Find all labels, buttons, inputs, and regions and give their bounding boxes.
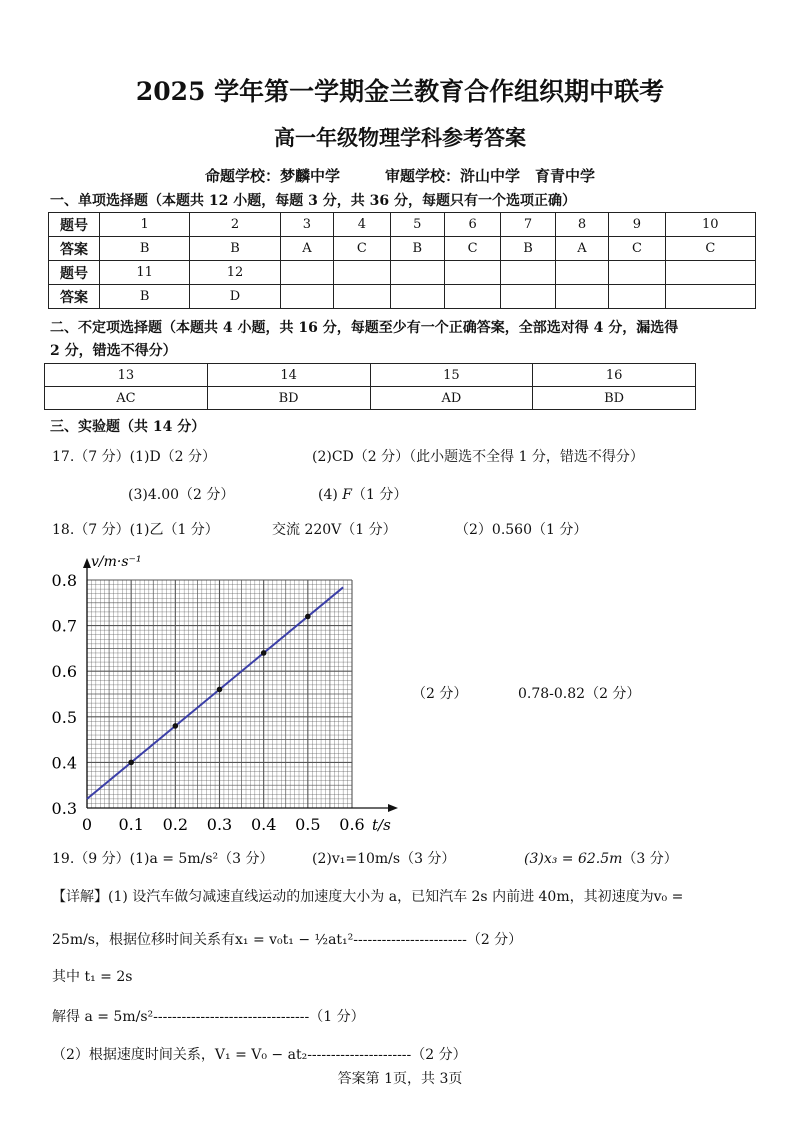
row-label: 题号: [49, 261, 100, 285]
table-cell: D: [190, 285, 280, 309]
page-footer: 答案第 1页，共 3页: [337, 1071, 463, 1087]
table-cell: 7: [501, 213, 555, 237]
y-axis-label: v/m·s⁻¹: [91, 554, 142, 570]
table-cell: [501, 285, 555, 309]
section3-heading: 三、实验题（共 14 分）: [50, 419, 206, 435]
table-cell: B: [501, 237, 555, 261]
table-cell: 14: [207, 364, 370, 387]
table-cell: C: [444, 237, 500, 261]
q18-part1: 18.（7 分）(1)乙（1 分）: [52, 522, 219, 538]
graph-score: （2 分）: [412, 686, 468, 702]
x-axis-label: t/s: [372, 816, 391, 834]
table-cell: B: [100, 237, 190, 261]
q17-part2: (2)CD（2 分）（此小题选不全得 1 分，错选不得分）: [312, 449, 644, 465]
section2-heading-line2: 2 分，错选不得分）: [50, 343, 177, 359]
table-cell: [280, 261, 334, 285]
table-cell: BD: [207, 387, 370, 410]
row-label: 题号: [49, 213, 100, 237]
table-cell: BD: [533, 387, 696, 410]
table-cell: 1: [100, 213, 190, 237]
q19-answer3-score: （3 分）: [622, 851, 678, 867]
page-title: 2025 学年第一学期金兰教育合作组织期中联考: [135, 77, 665, 106]
q17-part4-variable: F: [342, 487, 352, 503]
page-subtitle: 高一年级物理学科参考答案: [274, 125, 526, 150]
multi-choice-table: [44, 363, 696, 410]
single-choice-table: [48, 212, 756, 309]
y-tick-label: 0.5: [51, 707, 77, 727]
table-cell: B: [390, 237, 444, 261]
velocity-time-chart: [40, 550, 410, 840]
table-row: [49, 285, 756, 309]
y-axis-arrow: [83, 558, 91, 568]
table-cell: 15: [370, 364, 533, 387]
x-tick-label: 0.3: [206, 815, 233, 834]
schools-line: 命题学校：梦麟中学 审题学校：浒山中学 育青中学: [204, 167, 595, 185]
data-point: [173, 723, 179, 729]
table-cell: [390, 261, 444, 285]
table-row: [49, 213, 756, 237]
table-row: [49, 237, 756, 261]
table-cell: [390, 285, 444, 309]
q19-answer3: [524, 848, 678, 868]
table-cell: 5: [390, 213, 444, 237]
table-cell: [280, 285, 334, 309]
table-cell: 11: [100, 261, 190, 285]
table-cell: [665, 261, 755, 285]
slope-answer: 0.78-0.82（2 分）: [518, 686, 641, 702]
table-cell: [334, 285, 390, 309]
table-cell: 16: [533, 364, 696, 387]
table-cell: AC: [45, 387, 208, 410]
data-point: [261, 650, 267, 656]
x-tick-label: 0.2: [162, 815, 189, 834]
x-axis-arrow: [388, 804, 398, 812]
table-row: [49, 261, 756, 285]
table-cell: 10: [665, 213, 755, 237]
table-cell: C: [609, 237, 665, 261]
table-cell: 3: [280, 213, 334, 237]
table-cell: 6: [444, 213, 500, 237]
q19-detail-line3: 其中 t₁ = 2s: [52, 969, 133, 985]
table-cell: 8: [555, 213, 609, 237]
table-cell: [501, 261, 555, 285]
table-cell: C: [334, 237, 390, 261]
row-label: 答案: [49, 237, 100, 261]
q17-part3: (3)4.00（2 分）: [128, 487, 235, 503]
table-cell: 12: [190, 261, 280, 285]
table-cell: [334, 261, 390, 285]
table-cell: 9: [609, 213, 665, 237]
table-cell: A: [555, 237, 609, 261]
q19-detail-line1: 【详解】(1) 设汽车做匀减速直线运动的加速度大小为 a，已知汽车 2s 内前进 40m，其初速度为v₀ =: [52, 889, 684, 905]
q17-part4-prefix: (4): [318, 487, 343, 503]
section2-heading-line1: 二、不定项选择题（本题共 4 小题，共 16 分，每题至少有一个正确答案，全部选对得 4 分，漏选得: [50, 320, 679, 336]
table-row: [45, 387, 696, 410]
table-cell: AD: [370, 387, 533, 410]
q19-answer1: 19.（9 分）(1)a = 5m/s²（3 分）: [52, 851, 274, 867]
y-tick-label: 0.7: [51, 616, 77, 636]
table-cell: [609, 261, 665, 285]
table-cell: [555, 261, 609, 285]
y-tick-label: 0.6: [51, 662, 77, 682]
q17-part4: [318, 484, 407, 504]
q19-answer3-expr: (3)x₃ = 62.5m: [524, 851, 623, 867]
y-tick-label: 0.3: [51, 799, 77, 818]
table-cell: [444, 261, 500, 285]
q19-answer2: (2)v₁=10m/s（3 分）: [312, 851, 456, 867]
y-tick-label: 0.4: [51, 753, 77, 773]
x-tick-label: 0.1: [118, 815, 144, 834]
q19-detail-line2: 25m/s，根据位移时间关系有x₁ = v₀t₁ − ½at₁²------------------------（2 分）: [52, 932, 523, 948]
section1-heading: 一、单项选择题（本题共 12 小题，每题 3 分，共 36 分，每题只有一个选项正确）: [50, 193, 576, 209]
table-cell: [555, 285, 609, 309]
q18-part2: 交流 220V（1 分）: [272, 522, 397, 538]
table-cell: [444, 285, 500, 309]
q19-detail-line5: （2）根据速度时间关系，V₁ = V₀ − at₂----------------------（2 分）: [52, 1047, 467, 1063]
y-tick-label: 0.8: [51, 571, 77, 590]
data-point: [305, 614, 311, 620]
data-point: [217, 687, 223, 693]
table-cell: B: [190, 237, 280, 261]
table-cell: 4: [334, 213, 390, 237]
table-cell: B: [100, 285, 190, 309]
x-tick-label: 0.6: [339, 815, 365, 834]
x-tick-label: 0.4: [250, 815, 277, 834]
table-cell: [609, 285, 665, 309]
q19-detail-line4: 解得 a = 5m/s²---------------------------------（1 分）: [52, 1009, 365, 1025]
x-tick-label: 0.5: [295, 815, 321, 834]
table-cell: [665, 285, 755, 309]
q17-part1: 17.（7 分）(1)D（2 分）: [52, 449, 217, 465]
table-cell: 13: [45, 364, 208, 387]
table-cell: A: [280, 237, 334, 261]
table-cell: C: [665, 237, 755, 261]
row-label: 答案: [49, 285, 100, 309]
table-cell: 2: [190, 213, 280, 237]
q18-part3: （2）0.560（1 分）: [455, 522, 588, 538]
data-point: [128, 760, 134, 766]
q17-part4-score: （1 分）: [352, 487, 408, 503]
x-tick-label: 0: [81, 815, 93, 834]
table-row: [45, 364, 696, 387]
